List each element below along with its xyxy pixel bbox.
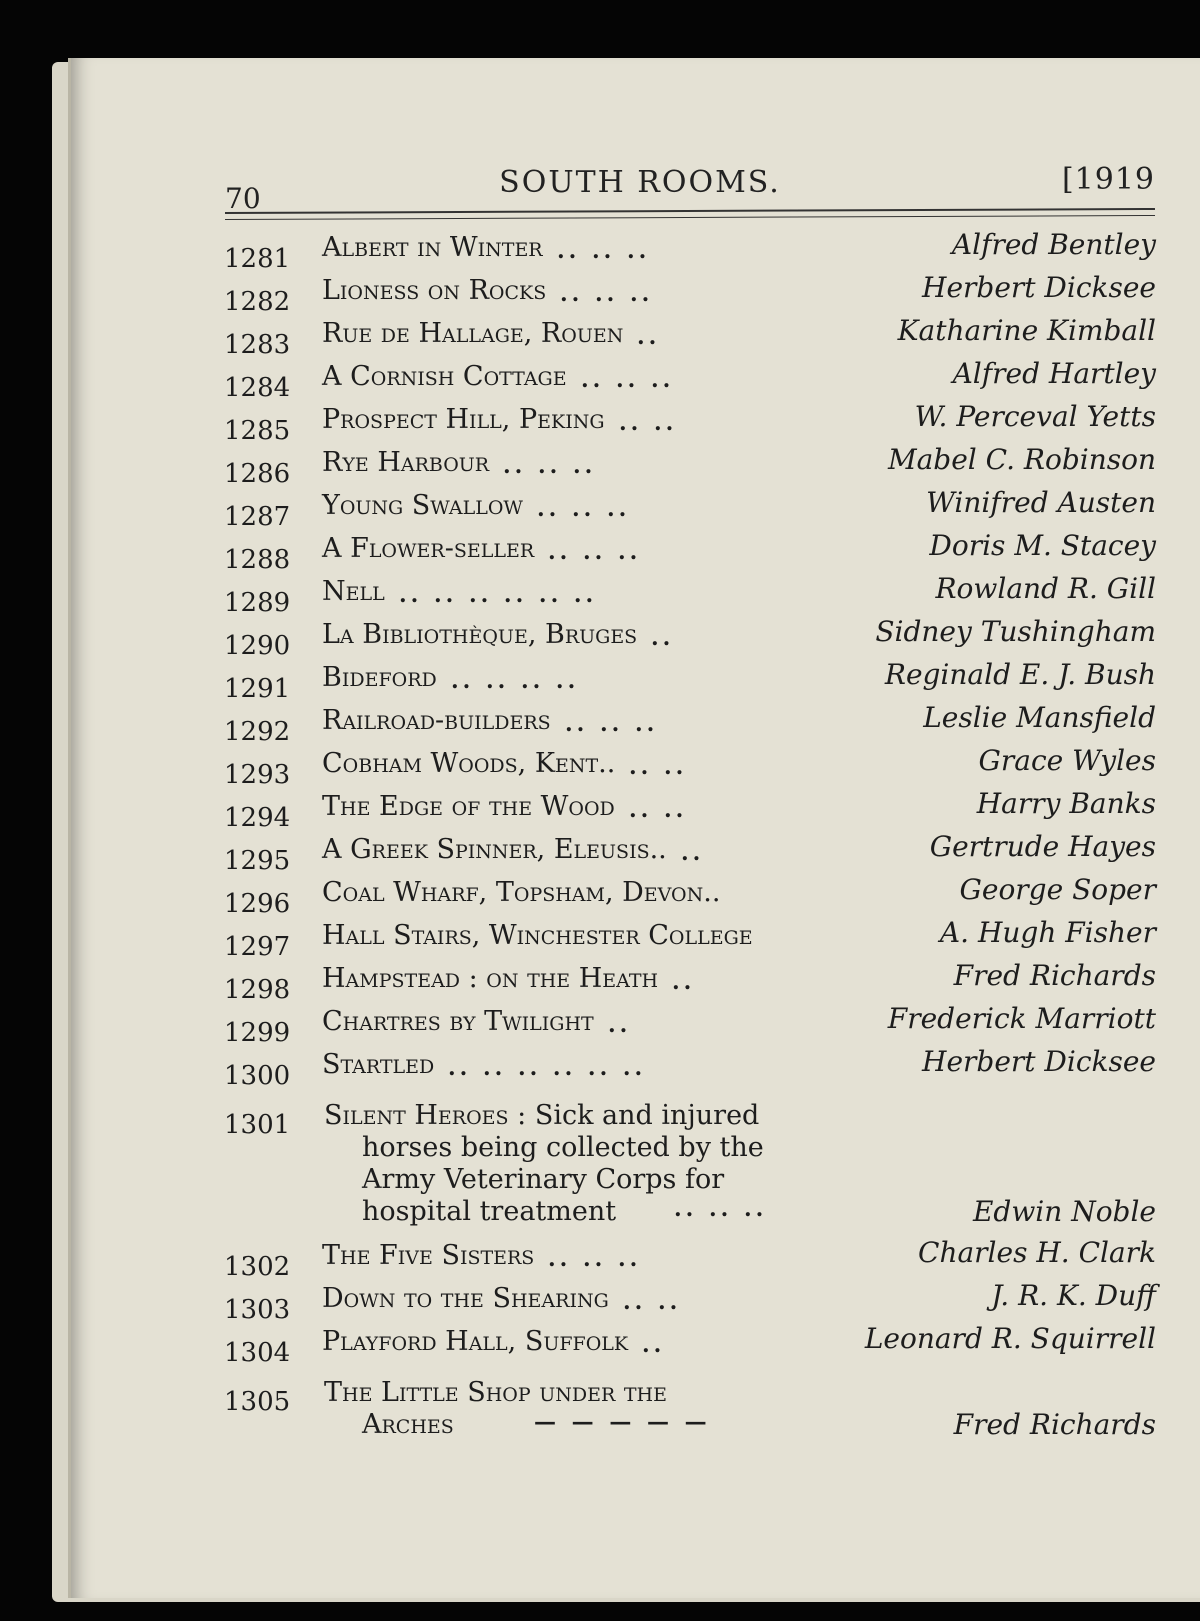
dot-leaders: .. .. .. (548, 1246, 642, 1272)
dot-leaders: .. .. .. (503, 453, 597, 479)
entry-title: Nell (322, 576, 385, 607)
entry-number: 1300 (224, 1061, 291, 1091)
entry-title: The Edge of the Wood (322, 791, 615, 822)
entry-artist: Reginald E. J. Bush (884, 658, 1156, 691)
catalogue-entry (224, 787, 1156, 833)
catalogue-entry (224, 959, 1156, 1005)
catalogue-entry (224, 1365, 1156, 1449)
entry-title: Down to the Shearing (322, 1283, 609, 1314)
year-marker: [1919 (1061, 162, 1155, 197)
entry-number: 1304 (224, 1338, 291, 1368)
entry-artist: Doris M. Stacey (929, 529, 1156, 562)
page-number: 70 (225, 182, 261, 215)
catalogue-entry (224, 658, 1156, 704)
entry-number: 1291 (224, 674, 291, 704)
catalogue-entry (224, 529, 1156, 575)
entry-title-caps: Silent Heroes : (324, 1100, 527, 1131)
entry-number: 1283 (224, 330, 291, 360)
entry-title: Startled (322, 1049, 435, 1080)
entry-title: Hall Stairs, Winchester College (322, 920, 753, 951)
dot-leaders: .. .. .. .. .. .. (399, 582, 598, 608)
entry-artist: Rowland R. Gill (935, 572, 1156, 605)
entry-title: La Bibliothèque, Bruges (322, 619, 638, 650)
entry-number: 1303 (224, 1295, 291, 1325)
catalogue-entry (224, 1279, 1156, 1325)
entry-artist: Mabel C. Robinson (887, 443, 1156, 476)
entry-number: 1297 (224, 932, 291, 962)
entry-number: 1288 (224, 545, 291, 575)
entry-number: 1293 (224, 760, 291, 790)
dot-leaders: .. .. .. (581, 367, 675, 393)
entry-number: 1305 (224, 1387, 291, 1417)
entry-number: 1296 (224, 889, 291, 919)
entry-title: A Flower-seller (322, 533, 535, 564)
dot-leaders: .. .. .. (537, 496, 631, 522)
entry-title: A Greek Spinner, Eleusis.. (322, 834, 667, 865)
entry-artist: Leslie Mansfield (923, 701, 1156, 734)
catalogue-entry (224, 357, 1156, 403)
dot-leaders: .. (642, 1332, 666, 1358)
catalogue-entry (224, 1236, 1156, 1282)
catalogue-entry (224, 1088, 1156, 1236)
catalogue-entry (224, 701, 1156, 747)
entry-number: 1285 (224, 416, 291, 446)
entry-number: 1299 (224, 1018, 291, 1048)
dot-leaders: .. .. .. (548, 539, 642, 565)
dot-leaders: .. (672, 969, 696, 995)
dot-leaders: .. .. (623, 1289, 682, 1315)
catalogue-entry (224, 400, 1156, 446)
entry-artist: Katharine Kimball (897, 314, 1156, 347)
dot-leaders: .. .. (629, 797, 688, 823)
dot-leaders: .. .. .. .. (451, 668, 580, 694)
catalogue-entry (224, 916, 1156, 962)
entry-title-line: Army Veterinary Corps for (362, 1164, 725, 1195)
entry-title: Bideford (322, 662, 437, 693)
entry-title: Lioness on Rocks (322, 275, 547, 306)
entry-number: 1295 (224, 846, 291, 876)
entry-artist: Sidney Tushingham (875, 615, 1156, 648)
page-header (225, 160, 1155, 215)
entry-title-line: horses being collected by the (362, 1132, 764, 1163)
entry-title: Albert in Winter (322, 232, 543, 263)
catalogue-list (224, 228, 1156, 1449)
entry-number: 1287 (224, 502, 291, 532)
entry-title: Hampstead : on the Heath (322, 963, 659, 994)
entry-artist: Charles H. Clark (918, 1236, 1156, 1269)
catalogue-entry (224, 314, 1156, 360)
catalogue-entry (224, 443, 1156, 489)
entry-artist: Harry Banks (976, 787, 1156, 820)
entry-title-rest: Sick and injured (534, 1100, 760, 1131)
entry-title: The Five Sisters (322, 1240, 535, 1271)
dot-leaders: .. .. .. (674, 1196, 768, 1222)
catalogue-entry (224, 873, 1156, 919)
dot-leaders: .. .. (629, 754, 688, 780)
entry-artist: Winifred Austen (926, 486, 1156, 519)
entry-artist: W. Perceval Yetts (914, 400, 1156, 433)
entry-artist: Gertrude Hayes (929, 830, 1156, 863)
entry-number: 1302 (224, 1252, 291, 1282)
entry-number: 1284 (224, 373, 291, 403)
entry-artist: Alfred Bentley (951, 228, 1156, 261)
catalogue-entry (224, 572, 1156, 618)
entry-number: 1301 (224, 1110, 291, 1140)
entry-artist: J. R. K. Duff (991, 1279, 1156, 1312)
entry-artist: Leonard R. Squirrell (864, 1322, 1156, 1355)
dot-leaders: .. (681, 840, 705, 866)
entry-artist: Fred Richards (953, 1408, 1156, 1441)
catalogue-entry (224, 615, 1156, 661)
entry-artist: George Soper (959, 873, 1156, 906)
entry-artist: Fred Richards (953, 959, 1156, 992)
catalogue-entry (224, 744, 1156, 790)
entry-title-line: hospital treatment (362, 1196, 617, 1227)
dot-leaders: .. .. (619, 410, 678, 436)
entry-title: A Cornish Cottage (322, 361, 567, 392)
entry-artist: A. Hugh Fisher (939, 916, 1156, 949)
entry-title: Prospect Hill, Peking (322, 404, 605, 435)
entry-title: Young Swallow (322, 490, 523, 521)
dot-leaders: .. (651, 625, 675, 651)
dot-leaders: .. .. .. .. .. .. (448, 1055, 647, 1081)
entry-artist: Alfred Hartley (952, 357, 1156, 390)
entry-artist: Herbert Dicksee (922, 271, 1156, 304)
dot-leaders: .. .. .. (565, 711, 659, 737)
entry-number: 1294 (224, 803, 291, 833)
entry-number: 1281 (224, 244, 291, 274)
entry-number: 1289 (224, 588, 291, 618)
entry-number: 1290 (224, 631, 291, 661)
catalogue-entry (224, 271, 1156, 317)
entry-title: Rue de Hallage, Rouen (322, 318, 624, 349)
catalogue-entry (224, 1002, 1156, 1048)
entry-title: Playford Hall, Suffolk (322, 1326, 629, 1357)
dot-leaders: .. (608, 1012, 632, 1038)
entry-number: 1286 (224, 459, 291, 489)
entry-title: Cobham Woods, Kent.. (322, 748, 616, 779)
entry-number: 1282 (224, 287, 291, 317)
dash-leaders: — — — — — (534, 1409, 711, 1435)
running-title: SOUTH ROOMS. (499, 165, 781, 200)
entry-title-caps: The Little Shop under the (324, 1377, 667, 1408)
entry-title: Coal Wharf, Topsham, Devon.. (322, 877, 721, 908)
dot-leaders: .. (637, 324, 661, 350)
entry-title: Chartres by Twilight (322, 1006, 594, 1037)
entry-artist: Frederick Marriott (887, 1002, 1156, 1035)
entry-artist: Edwin Noble (972, 1195, 1156, 1228)
catalogue-entry (224, 830, 1156, 876)
entry-artist: Herbert Dicksee (922, 1045, 1156, 1078)
entry-title: Rye Harbour (322, 447, 490, 478)
entry-artist: Grace Wyles (978, 744, 1156, 777)
entry-title-line: Arches (362, 1409, 454, 1440)
entry-title: Railroad-builders (322, 705, 551, 736)
catalogue-entry (224, 1045, 1156, 1091)
entry-number: 1292 (224, 717, 291, 747)
dot-leaders: .. .. .. (557, 238, 651, 264)
catalogue-entry (224, 1322, 1156, 1368)
catalogue-entry (224, 486, 1156, 532)
dot-leaders: .. .. .. (560, 281, 654, 307)
catalogue-entry (224, 228, 1156, 274)
entry-number: 1298 (224, 975, 291, 1005)
